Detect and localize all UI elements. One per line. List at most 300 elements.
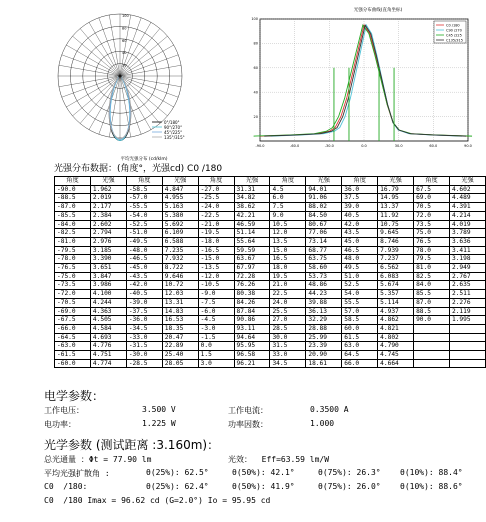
power-label: 电功率： [44, 420, 76, 429]
table-cell: 42.21 [234, 211, 270, 220]
table-cell: 9.646 [162, 272, 198, 281]
table-cell: 63.75 [306, 255, 342, 264]
table-cell: 2.511 [449, 290, 485, 299]
table-cell: 4.790 [378, 342, 414, 351]
table-header-row [55, 177, 486, 186]
table-cell: 94.64 [234, 333, 270, 342]
table-cell: 36.13 [306, 307, 342, 316]
c0-angle-50: θ(50%): 41.9° [232, 482, 295, 491]
c0-label: C0 /180: [44, 482, 88, 491]
table-cell: 3.986 [90, 281, 126, 290]
table-cell: -82.5 [55, 229, 91, 238]
table-cell: 10.5 [270, 220, 306, 229]
table-header-cell: 光强 [162, 177, 198, 186]
table-cell [414, 351, 450, 360]
table-cell: -84.0 [55, 220, 91, 229]
table-cell: 84.50 [306, 211, 342, 220]
table-cell: 84.26 [234, 298, 270, 307]
table-cell: 2.276 [449, 298, 485, 307]
table-cell: 4.745 [378, 351, 414, 360]
table-cell: 53.73 [306, 272, 342, 281]
table-cell: 5.674 [378, 281, 414, 290]
polar-radial-label: 80 [122, 26, 127, 31]
table-cell: -51.0 [126, 229, 162, 238]
table-cell: 3.789 [449, 229, 485, 238]
table-cell: -21.0 [198, 220, 234, 229]
table-cell: 24.0 [270, 298, 306, 307]
polar-radial-label: 60 [122, 38, 127, 43]
table-cell: 13.5 [270, 237, 306, 246]
pf-value: 1.000 [310, 419, 335, 428]
optical-title: 光学参数 (测试距离 :3.160m)： [44, 438, 220, 452]
table-cell: -1.5 [198, 333, 234, 342]
table-cell: 3.185 [90, 246, 126, 255]
cartesian-intensity-chart [248, 5, 478, 155]
table-cell: 63.0 [342, 342, 378, 351]
table-cell: -90.0 [55, 185, 91, 194]
table-cell: 2.384 [90, 211, 126, 220]
table-cell: -60.0 [55, 359, 91, 368]
table-cell: 34.5 [270, 359, 306, 368]
table-cell [449, 333, 485, 342]
table-row [55, 229, 486, 238]
table-cell: 51.0 [342, 272, 378, 281]
table-cell: 18.35 [162, 324, 198, 333]
x-tick-label: 30.0 [394, 144, 403, 148]
table-cell: 3.0 [198, 359, 234, 368]
polar-radial-label: 20 [122, 63, 127, 68]
table-row [55, 351, 486, 360]
table-cell: 46.5 [342, 246, 378, 255]
cart-legend [434, 21, 466, 43]
table-cell: 4.244 [90, 298, 126, 307]
table-cell: 3.636 [449, 237, 485, 246]
table-cell: 12.03 [162, 290, 198, 299]
table-cell: 25.40 [162, 351, 198, 360]
table-cell: 13.37 [378, 203, 414, 212]
table-cell: 3.411 [449, 246, 485, 255]
table-row [55, 333, 486, 342]
table-cell: 46.59 [234, 220, 270, 229]
table-cell: 87.84 [234, 307, 270, 316]
table-row [55, 264, 486, 273]
table-cell: 28.88 [306, 324, 342, 333]
table-cell: 8.746 [378, 237, 414, 246]
table-row [55, 359, 486, 368]
pf-label: 功率因数： [228, 420, 268, 429]
table-cell: 61.5 [342, 333, 378, 342]
table-cell: 16.79 [378, 185, 414, 194]
table-cell: -58.5 [126, 185, 162, 194]
table-cell: 19.5 [270, 272, 306, 281]
table-cell: 67.5 [414, 185, 450, 194]
table-cell: 82.5 [414, 272, 450, 281]
table-cell: -85.5 [55, 211, 91, 220]
table-cell: 60.0 [342, 324, 378, 333]
table-cell: 34.82 [234, 194, 270, 203]
table-cell: 4.584 [90, 324, 126, 333]
table-cell: 58.60 [306, 264, 342, 273]
table-cell: 0.0 [198, 342, 234, 351]
table-cell: 6.0 [270, 194, 306, 203]
table-cell: 2.949 [449, 264, 485, 273]
table-cell [449, 324, 485, 333]
table-cell: 14.95 [378, 194, 414, 203]
table-row [55, 211, 486, 220]
table-cell: 67.97 [234, 264, 270, 273]
y-tick-label: 100 [251, 17, 258, 22]
table-cell: 48.0 [342, 255, 378, 264]
table-cell: 1.995 [449, 316, 485, 325]
table-cell: 54.0 [342, 290, 378, 299]
table-cell: -27.0 [198, 185, 234, 194]
efficacy: 光效： Eff=63.59 lm/W [228, 455, 330, 464]
table-row [55, 203, 486, 212]
beam-angle-25: θ(25%): 62.5° [146, 468, 209, 477]
electrical-title: 电学参数： [44, 389, 105, 403]
table-header-cell: 角度 [270, 177, 306, 186]
polar-radial-label: 40 [122, 51, 127, 56]
table-header-cell: 光强 [449, 177, 485, 186]
table-cell: 12.0 [270, 229, 306, 238]
legend-entry: C90 /270 [446, 28, 462, 33]
table-cell: 79.5 [414, 255, 450, 264]
table-cell: -6.0 [198, 307, 234, 316]
table-cell: 4.391 [449, 203, 485, 212]
table-row [55, 298, 486, 307]
table-cell: 64.5 [342, 351, 378, 360]
table-cell: -12.0 [198, 272, 234, 281]
table-row [55, 316, 486, 325]
table-cell: 49.5 [342, 264, 378, 273]
table-cell: -76.5 [55, 264, 91, 273]
table-cell: 27.0 [270, 316, 306, 325]
table-row [55, 246, 486, 255]
table-cell: -61.5 [55, 351, 91, 360]
table-cell: 5.380 [162, 211, 198, 220]
table-cell: 20.47 [162, 333, 198, 342]
table-cell: 45.0 [342, 237, 378, 246]
table-cell: -18.0 [198, 237, 234, 246]
table-cell: 8.722 [162, 264, 198, 273]
table-cell: -87.0 [55, 203, 91, 212]
table-cell: 21.0 [270, 281, 306, 290]
polar-intensity-chart [52, 4, 222, 164]
table-header-cell: 光强 [90, 177, 126, 186]
table-cell: -54.0 [126, 211, 162, 220]
table-cell: 2.976 [90, 237, 126, 246]
beam-angle-10: θ(10%): 88.4° [400, 468, 463, 477]
table-cell: 59.59 [234, 246, 270, 255]
table-header-cell: 光强 [306, 177, 342, 186]
table-cell: 25.99 [306, 333, 342, 342]
chart-title: 光强分布曲线(直角坐标) [353, 8, 403, 13]
table-cell: -7.5 [198, 298, 234, 307]
table-body [55, 185, 486, 368]
table-row [55, 220, 486, 229]
table-cell: 73.5 [414, 220, 450, 229]
table-cell: 93.11 [234, 324, 270, 333]
table-header-cell: 角度 [126, 177, 162, 186]
table-cell: 48.86 [306, 281, 342, 290]
table-cell: 90.86 [234, 316, 270, 325]
table-cell: 58.5 [342, 316, 378, 325]
table-cell: 94.01 [306, 185, 342, 194]
table-cell: 52.5 [342, 281, 378, 290]
table-cell: 28.05 [162, 359, 198, 368]
table-cell [414, 359, 450, 368]
table-cell: 68.77 [306, 246, 342, 255]
table-cell: -78.0 [55, 255, 91, 264]
table-cell: 77.06 [306, 229, 342, 238]
table-cell: 5.114 [378, 298, 414, 307]
table-cell: 4.774 [90, 359, 126, 368]
table-cell: -73.5 [55, 281, 91, 290]
table-cell: -64.5 [55, 333, 91, 342]
table-cell: 3.198 [449, 255, 485, 264]
table-cell: 7.235 [162, 246, 198, 255]
table-cell: -28.5 [126, 359, 162, 368]
table-cell: 10.75 [378, 220, 414, 229]
table-cell: 90.0 [414, 316, 450, 325]
table-cell: 30.0 [270, 333, 306, 342]
table-cell: 7.237 [378, 255, 414, 264]
table-cell: -55.5 [126, 203, 162, 212]
table-cell: -52.5 [126, 220, 162, 229]
intensity-table [54, 176, 486, 368]
table-cell: 4.505 [90, 316, 126, 325]
table-cell: -88.5 [55, 194, 91, 203]
table-cell: -36.0 [126, 316, 162, 325]
table-cell: 4.363 [90, 307, 126, 316]
table-cell: 31.31 [234, 185, 270, 194]
table-cell [449, 342, 485, 351]
table-cell: 88.5 [414, 307, 450, 316]
table-cell: 2.177 [90, 203, 126, 212]
table-cell: 69.0 [414, 194, 450, 203]
table-cell: 5.163 [162, 203, 198, 212]
table-cell: -48.0 [126, 246, 162, 255]
table-cell: 7.939 [378, 246, 414, 255]
table-cell: -39.0 [126, 298, 162, 307]
table-row [55, 324, 486, 333]
table-cell: 9.0 [270, 211, 306, 220]
table-cell [414, 342, 450, 351]
table-cell: 4.214 [449, 211, 485, 220]
table-cell: 25.5 [270, 307, 306, 316]
table-cell: 43.5 [342, 229, 378, 238]
table-cell: 22.89 [162, 342, 198, 351]
table-cell: -67.5 [55, 316, 91, 325]
table-cell: -46.5 [126, 255, 162, 264]
y-tick-label: 40 [253, 90, 258, 95]
table-cell: 5.692 [162, 220, 198, 229]
table-cell: 4.802 [378, 333, 414, 342]
table-cell: 63.67 [234, 255, 270, 264]
table-cell: 7.932 [162, 255, 198, 264]
table-cell: 73.14 [306, 237, 342, 246]
table-cell: 85.5 [414, 290, 450, 299]
table-cell: 51.14 [234, 229, 270, 238]
x-tick-label: 60.0 [429, 144, 438, 148]
table-cell: 84.0 [414, 281, 450, 290]
y-tick-label: 20 [253, 114, 258, 119]
table-cell: -37.5 [126, 307, 162, 316]
table-cell: 57.0 [342, 307, 378, 316]
table-cell: -25.5 [198, 194, 234, 203]
table-cell: -45.0 [126, 264, 162, 273]
y-tick-label: 80 [253, 41, 258, 46]
table-cell: 91.06 [306, 194, 342, 203]
table-cell: 6.562 [378, 264, 414, 273]
table-cell: 6.588 [162, 237, 198, 246]
c0-angle-75: θ(75%): 26.0° [318, 482, 381, 491]
table-header-cell: 光强 [234, 177, 270, 186]
table-cell: 23.39 [306, 342, 342, 351]
beam-angle-title: 平均光强扩散角 : [44, 469, 110, 478]
table-cell: -69.0 [55, 307, 91, 316]
table-cell: 16.53 [162, 316, 198, 325]
table-cell: 39.0 [342, 203, 378, 212]
table-cell: -19.5 [198, 229, 234, 238]
table-cell: 76.26 [234, 281, 270, 290]
table-cell: -9.0 [198, 290, 234, 299]
table-cell: -57.0 [126, 194, 162, 203]
table-cell: 55.64 [234, 237, 270, 246]
table-cell: -75.0 [55, 272, 91, 281]
table-cell: 72.28 [234, 272, 270, 281]
table-cell: -34.5 [126, 324, 162, 333]
table-cell: -3.0 [198, 324, 234, 333]
voltage-value: 3.500 V [142, 405, 176, 414]
table-cell: 10.72 [162, 281, 198, 290]
table-cell: 40.5 [342, 211, 378, 220]
table-cell [449, 359, 485, 368]
table-cell: -24.0 [198, 203, 234, 212]
table-cell: 4.776 [90, 342, 126, 351]
table-row [55, 290, 486, 299]
table-cell: 4.821 [378, 324, 414, 333]
table-cell: 4.847 [162, 185, 198, 194]
table-cell: 44.23 [306, 290, 342, 299]
table-cell: 4.019 [449, 220, 485, 229]
table-cell: 18.0 [270, 264, 306, 273]
table-cell: -33.0 [126, 333, 162, 342]
table-cell: 78.0 [414, 246, 450, 255]
table-cell: -49.5 [126, 237, 162, 246]
table-cell: -10.5 [198, 281, 234, 290]
table-cell: -15.0 [198, 255, 234, 264]
table-cell: 4.5 [270, 185, 306, 194]
table-cell: 55.5 [342, 298, 378, 307]
c0-angle-25: θ(25%): 62.4° [146, 482, 209, 491]
table-cell: 4.693 [90, 333, 126, 342]
table-cell [414, 324, 450, 333]
table-cell: 20.90 [306, 351, 342, 360]
table-cell: -63.0 [55, 342, 91, 351]
table-cell: 42.0 [342, 220, 378, 229]
table-cell: 96.21 [234, 359, 270, 368]
current-label: 工作电流： [228, 406, 268, 415]
c0-angle-10: θ(10%): 88.6° [400, 482, 463, 491]
legend-entry: 0°/180° [164, 120, 180, 125]
table-row [55, 185, 486, 194]
table-cell: -72.0 [55, 290, 91, 299]
table-cell: 95.95 [234, 342, 270, 351]
table-cell: -16.5 [198, 246, 234, 255]
table-cell: 37.5 [342, 194, 378, 203]
table-cell: 16.5 [270, 255, 306, 264]
table-cell: 4.937 [378, 307, 414, 316]
y-tick-label: 60 [253, 66, 258, 70]
table-cell: 2.794 [90, 229, 126, 238]
table-cell: 3.651 [90, 264, 126, 273]
polar-radial-label: 100 [122, 14, 129, 18]
legend-entry: 45°/225° [164, 130, 183, 135]
table-cell [414, 333, 450, 342]
table-cell: 2.019 [90, 194, 126, 203]
x-tick-label: 90.0 [464, 144, 472, 148]
table-cell: 6.109 [162, 229, 198, 238]
table-cell: -79.5 [55, 246, 91, 255]
table-title: 光强分布数据：(角度°，光强cd) C0 /180 [54, 164, 223, 174]
table-cell: 36.0 [342, 185, 378, 194]
table-cell: 6.083 [378, 272, 414, 281]
table-cell: -70.5 [55, 298, 91, 307]
legend-entry: 135°/315° [164, 135, 185, 140]
legend-entry: 90°/270° [164, 125, 183, 130]
table-cell: -22.5 [198, 211, 234, 220]
x-tick-label: -60.0 [290, 144, 300, 148]
table-cell: 2.119 [449, 307, 485, 316]
table-cell: 4.602 [449, 185, 485, 194]
x-tick-label: -90.0 [255, 144, 265, 148]
table-cell: -81.0 [55, 237, 91, 246]
table-cell: 28.5 [270, 324, 306, 333]
table-cell: -66.0 [55, 324, 91, 333]
table-cell: 3.390 [90, 255, 126, 264]
beam-angle-50: θ(50%): 42.1° [232, 468, 295, 477]
table-cell: 1.5 [198, 351, 234, 360]
table-cell: 87.0 [414, 298, 450, 307]
table-cell: 81.0 [414, 264, 450, 273]
table-cell: -40.5 [126, 290, 162, 299]
table-cell: 9.645 [378, 229, 414, 238]
table-header-cell: 光强 [378, 177, 414, 186]
table-cell: 80.38 [234, 290, 270, 299]
table-cell: 4.489 [449, 194, 485, 203]
table-row [55, 342, 486, 351]
table-header-cell: 角度 [55, 177, 91, 186]
table-cell: 32.29 [306, 316, 342, 325]
legend-entry: C45 /225 [446, 33, 462, 38]
polar-caption: 平均光强分布 (cd/klm) [120, 157, 168, 162]
table-cell: 4.862 [378, 316, 414, 325]
table-cell: 39.88 [306, 298, 342, 307]
table-cell: -13.5 [198, 264, 234, 273]
table-cell: 2.767 [449, 272, 485, 281]
table-cell: -30.0 [126, 351, 162, 360]
table-cell: 33.0 [270, 351, 306, 360]
table-cell: -43.5 [126, 272, 162, 281]
table-cell: -42.0 [126, 281, 162, 290]
table-cell: 5.357 [378, 290, 414, 299]
polar-legend [152, 120, 185, 140]
table-cell: 76.5 [414, 237, 450, 246]
table-header-cell: 角度 [414, 177, 450, 186]
table-row [55, 281, 486, 290]
table-cell: 4.100 [90, 290, 126, 299]
